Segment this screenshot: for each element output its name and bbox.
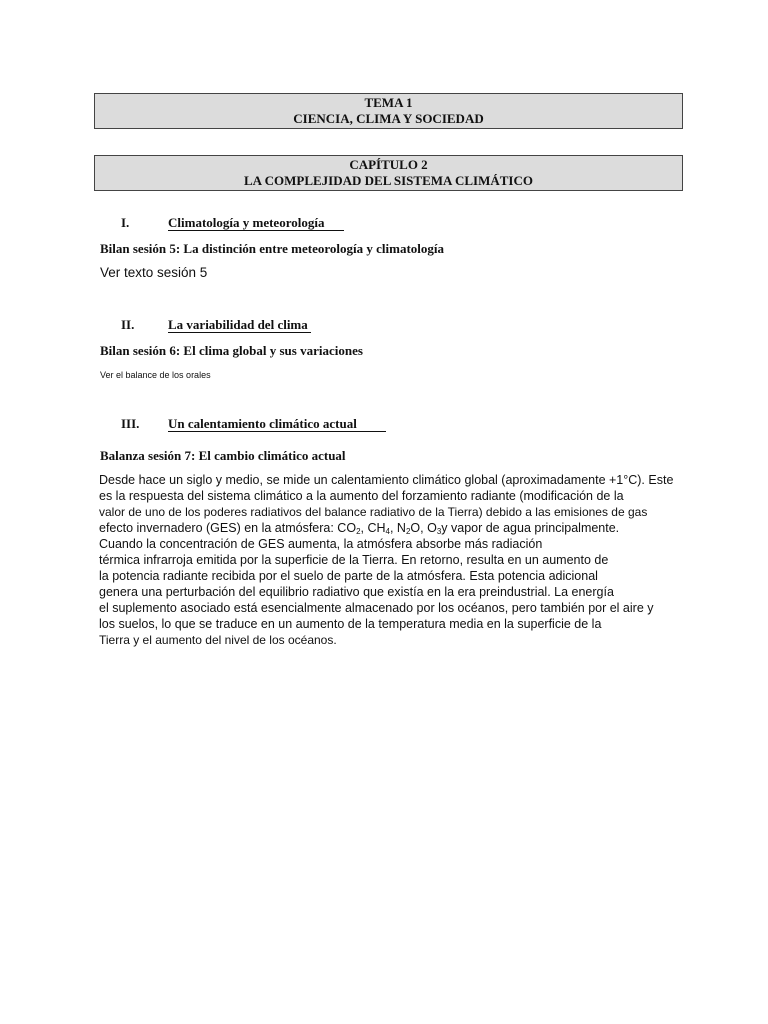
session-summary-heading: Bilan sesión 6: El clima global y sus variaciones bbox=[100, 343, 363, 358]
chapter-title: CAPÍTULO 2 bbox=[349, 157, 428, 172]
paragraph-line: la potencia radiante recibida por el suelo de parte de la atmósfera. Esta potencia adicional bbox=[99, 569, 598, 583]
section-heading-1 bbox=[121, 215, 344, 231]
paragraph-line: Cuando la concentración de GES aumenta, la atmósfera absorbe más radiación bbox=[99, 537, 543, 551]
topic-header-box bbox=[94, 93, 683, 129]
section-title: La variabilidad del clima bbox=[168, 318, 311, 333]
section-number: III. bbox=[121, 416, 140, 431]
session-summary-heading: Balanza sesión 7: El cambio climático actual bbox=[100, 448, 346, 463]
paragraph-line: genera una perturbación del equilibrio radiativo que existía en la era preindustrial. La energía bbox=[99, 585, 614, 599]
topic-title: TEMA 1 bbox=[364, 95, 413, 110]
section-title: Un calentamiento climático actual bbox=[168, 417, 386, 432]
section-heading-3 bbox=[121, 416, 386, 432]
topic-subtitle: CIENCIA, CLIMA Y SOCIEDAD bbox=[293, 111, 484, 126]
paragraph-line: efecto invernadero (GES) en la atmósfera: $CO_2$, $CH_4$, $N_2O$, $O_3y$ vapor de agua principalmente. bbox=[99, 521, 620, 536]
paragraph-line: Tierra y el aumento del nivel de los océanos. bbox=[99, 633, 337, 647]
chapter-header-box bbox=[94, 155, 683, 191]
session-summary-heading: Bilan sesión 5: La distinción entre meteorología y climatología bbox=[100, 241, 445, 256]
session-note: Ver texto sesión 5 bbox=[100, 265, 208, 280]
session-note: Ver el balance de los orales bbox=[100, 370, 211, 380]
paragraph-line: térmica infrarroja emitida por la superficie de la Tierra. En retorno, resulta en un aumento de bbox=[99, 553, 609, 567]
paragraph-line: Desde hace un siglo y medio, se mide un calentamiento climático global (aproximadamente +1°C). Este bbox=[99, 473, 674, 487]
paragraph-line: el suplemento asociado está esencialmente almacenado por los océanos, pero también por el aire y bbox=[99, 601, 654, 615]
paragraph-line: es la respuesta del sistema climático a la aumento del forzamiento radiante (modificación de la bbox=[99, 489, 624, 503]
paragraph-line: los suelos, lo que se traduce en un aumento de la temperatura media en la superficie de la bbox=[99, 617, 602, 631]
chapter-subtitle: LA COMPLEJIDAD DEL SISTEMA CLIMÁTICO bbox=[244, 173, 533, 188]
section-title: Climatología y meteorología bbox=[168, 216, 344, 231]
climate-change-paragraph bbox=[99, 472, 739, 648]
section-number: I. bbox=[121, 215, 130, 230]
section-number: II. bbox=[121, 317, 135, 332]
paragraph-line: valor de uno de los poderes radiativos del balance radiativo de la Tierra) debido a las emisiones de gas bbox=[99, 505, 648, 519]
section-heading-2 bbox=[121, 317, 311, 333]
